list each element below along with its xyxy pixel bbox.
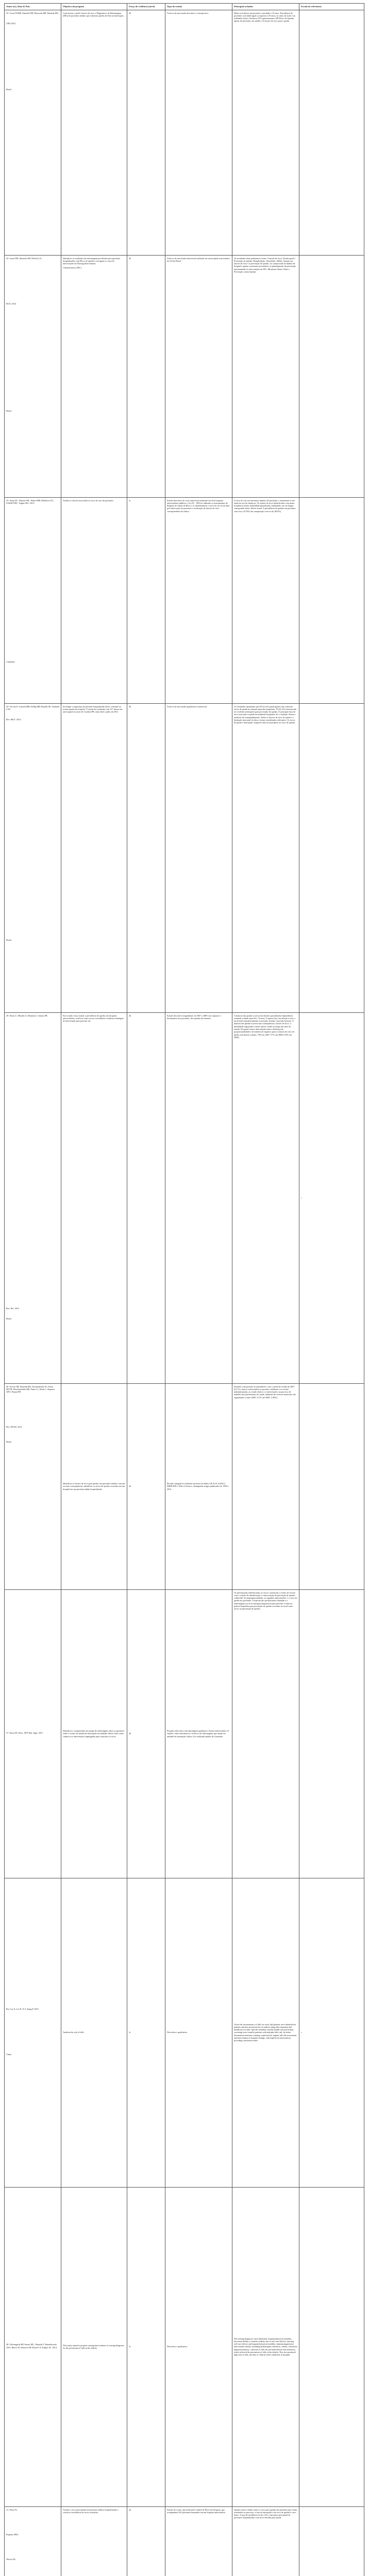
authors-cell xyxy=(5,1878,61,2187)
objective-text: Classifications (NIC). xyxy=(63,266,82,269)
author-line: Olivira NL, xyxy=(6,2558,16,2561)
findings-cell: O risco de cair em um menor número de pacientes, e aumentam-se em razão do uso de fármacos. Os fatores de risco identificados com maior frequência foram: mobilidade prejudicada; morbidade; uso de drogas com grande efeito; déficit visual. A prevalência de quedas em pacientes com risco (31,9%) em comparação com os de (28,9%). xyxy=(232,497,299,703)
type-cell: Descritiva e qualitativa. xyxy=(165,1878,232,2187)
findings-cell: Given the inconsistency of falls on ward, fall patients were identified in patients and also increased use of sedative drugs like insomnia and healthcare for falls. Specific members and the health care prevention, screening were found in patients with multiple falls risk, by better information and more training, requested for regular fall risk assessment and intervention in hospital settings, with high-level interventions providing consistent results. xyxy=(232,1878,299,2187)
authors-cell xyxy=(5,2506,61,2576)
table-row xyxy=(5,1878,364,2187)
author-line: Ru: Lee A, Lee K, Yi J, Kang P. 2015 xyxy=(6,2007,39,2010)
relevance-cell xyxy=(299,2187,364,2506)
relevance-cell xyxy=(299,1383,364,1589)
author-line: 31- Pena TS, xyxy=(6,2508,18,2511)
column-header: Força de evidência (nível) xyxy=(127,4,165,10)
objective-cell: Este estudo visou avaliar a prevalência de quedas em hospitais universitários, verificar como ocorre a incidência e analisar estratégias de intervenção para prevenir tal. xyxy=(61,1012,127,1383)
type-cell: Descritiva e qualitativa. xyxy=(165,2187,232,2506)
author-line: 28- Severo IM, Almeida MA, Kuchenbecker R, Vieira DFVB, Weschenfelder ME, Pinto LC, Klein C, Siqueira APO, Panato BP. xyxy=(6,1385,55,1394)
type-cell: Pesquisa descritiva com abordagem qualitativa. Foram entrevistados 14 sujeitos, entre enfermeiros e técnicos de enfermagem, que atuam na unidade de internação clínica. Foi realizada análise de Conteúdo. xyxy=(165,1589,232,1878)
type-cell: Trata-se de um estudo descritivo e retrospectivo. xyxy=(165,10,232,255)
table-row xyxy=(5,2506,364,2576)
authors-cell xyxy=(5,1589,61,1878)
relevance-cell xyxy=(299,703,364,1012)
authors-cell xyxy=(5,2187,61,2506)
level-cell: 2b xyxy=(127,2506,165,2576)
relevance-mark: c xyxy=(301,1196,302,1199)
type-cell: Trata-se de um estudo quantitativo transversal. xyxy=(165,703,232,1012)
table-row xyxy=(5,703,364,1012)
document-page xyxy=(4,3,364,2576)
table-row xyxy=(5,10,364,255)
author-line: China xyxy=(6,2053,12,2056)
author-line: Pequeno FRS, xyxy=(6,2533,19,2536)
author-line: Brasil xyxy=(6,1440,12,1443)
relevance-mark: c xyxy=(301,2031,302,2034)
objective-cell: Identificar a compreensão da equipe de enfermagem sobre os pacientes sobre o evento de quedas de internação em unidade clínica, bem como conhecer as intervenções empregadas para controlar os riscos. xyxy=(61,1589,127,1878)
level-cell: 2b xyxy=(127,1383,165,1589)
author-line: Brasil xyxy=(6,939,12,942)
authors-cell xyxy=(5,497,61,703)
author-line: 38- Valsrangiola RP, Santos MC, Almeida T, Haneshwardt ASA, Barros EJ, Bezerra AB, Brazil CA, Kuiper SL. 2014. xyxy=(6,2343,57,2349)
author-line: Brasil xyxy=(6,1317,12,1320)
relevance-cell xyxy=(299,497,364,703)
relevance-cell xyxy=(299,10,364,255)
type-cell: Revisão integrativa realizada nas bases de dados LILACS, SciELO, MEDLINE e Web of Science, abrangendo artigos publicados de 1990 a 2012. xyxy=(165,1383,232,1589)
table-row xyxy=(5,1589,364,1878)
type-cell: Estudo de coorte, aprovado pelo Comitê de Ética em Pesquisa, que acompanhou 832 pacientes internados em um hospital universitário. xyxy=(165,2506,232,2576)
author-line: 29- Abreu C, Mendes A, Monteiro J, Santos FR. xyxy=(6,1014,48,1017)
level-cell: 2c xyxy=(127,1878,165,2187)
relevance-cell xyxy=(299,255,364,497)
author-line: 35- Costa NAMF, Almeida DB, Messerali MP, Almeida MA. xyxy=(6,11,59,14)
author-line: Rev. MGT. 2014 xyxy=(6,718,21,721)
authors-cell xyxy=(5,1012,61,1383)
author-line: RGO. 2014 xyxy=(6,302,16,305)
level-cell: 2b xyxy=(127,255,165,497)
author-line: 27- Paiva EF, Silva. APP. Mai. Appl. 2015 xyxy=(6,1731,43,1734)
level-cell: 2b xyxy=(127,10,165,255)
objective-cell: Avaliar o risco para quedas de pacientes adultos hospitalizados e verificar a incidência de riscos assistidos. xyxy=(61,2506,127,2576)
relevance-cell xyxy=(299,1589,364,1878)
author-line: Rev. Enf. 2012 xyxy=(6,1307,20,1310)
column-header: Escala de relevância xyxy=(299,4,364,10)
author-line: 32- Luzia PM, Almeida AM, Pelisoli LA. xyxy=(6,257,42,260)
column-header: Autor (es), Data & País xyxy=(5,4,61,10)
level-cell: 2c xyxy=(127,497,165,703)
author-line: Rev. HUAE. 2014 xyxy=(6,1426,22,1429)
table-header-row xyxy=(5,4,364,10)
table-row xyxy=(5,497,364,703)
objective-cell xyxy=(61,255,127,497)
authors-cell xyxy=(5,255,61,497)
level-cell: 2c xyxy=(127,2187,165,2506)
evidence-table xyxy=(4,3,364,2576)
table-row xyxy=(5,2187,364,2506)
column-header: Tipo do estudo xyxy=(165,4,232,10)
relevance-cell xyxy=(299,1012,364,1383)
author-line: CBO 2015. xyxy=(6,22,16,25)
findings-cell: Os profissionais identificaram os riscos e notificam o evento de acordo com o critério de identificação e a intervenção de prevenção de quedas conhecida. Se empregam também, as seguintes intervenções: e o risco de queda nos pacientes. A maioria dos profissionais relataram e a enfermagem usa as tecnologias disponíveis para prevenir e tratar na prática hospitalar para prevenção de quedas ocorridas no local como riscos na prevenção de quedas. xyxy=(232,1589,299,1878)
objective-text: Identificar os resultados de enfermagem percebidos para pacientes hospitalizados com Risco de quedas e averiguar os casos de intervenções da Nursing Interventions xyxy=(63,257,121,265)
author-line: Brasil xyxy=(6,88,12,91)
type-cell: Estudo descritivo longitudinal, de 2007 a 2009 com registros e documentos dos pacientes, dos quedas dos doentes. xyxy=(165,1012,232,1383)
objective-cell: Investigar a segurança do paciente hospitalizado idoso, referente ao evento queda em hospital. O estudo foi realizado com 127 idosos em um hospital no norte de Curitiba-PR, entre abril a julho de 2013. xyxy=(61,703,127,1012)
table-row xyxy=(5,1012,364,1383)
findings-cell: A maioria das quedas ocorreu em doentes parcialmente dependentes, variando a idade entre 64 e 74 anos; O quarto (hs), em relação a essa, o local onde majoritariamente ocorreram; durante o período noturno. A maioria das quedas ocorreu sem consequências; fatores de risco: a mobilidade registrada e outros fatores sendo ao longo dos anos do estudo. Em geral, houve uma relação entre a diferença de proporcionalidade e de número de registros para os fatores de risco de queda, (de janeiro a junho, 70% em 2007; 57% em 2008 e 63% em 2009). xyxy=(232,1012,299,1383)
column-header: Objetivo da pesquisa xyxy=(61,4,127,10)
author-line: Colombia xyxy=(6,660,15,664)
level-cell: 2b xyxy=(127,1012,165,1383)
table-row xyxy=(5,255,364,497)
findings-cell: Os resultados mais pertinentes foram: Controle de risco, Estado geral e Prevenção de quedas; Deambulação, Ansiedade e Medo. Quanto aos fatores de risco e a prevenção de quedas, foi comprovada no âmbito de hospital e quanto a pacientes prioritários ao planejamento da prevenção, representando as intervenções da NIC: Monitorar Sinais Vitais e Prevenção contra Quedas. xyxy=(232,255,299,497)
objective-cell: Caracterizar o perfil, fatores de risco e Diagnóstico de Enfermagem (DEs) de pacientes adultos que sofreram quedas de leito na internação. xyxy=(61,10,127,255)
relevance-cell xyxy=(299,2506,364,2576)
findings-cell: Os resultados apontaram que 60 (31,2%) participantes não sofreram riscos de queda na situação após alta hospitalar; 70 (61,2%) referem não ter recebido orientações para prevenção de quedas. O principal fator de risco associado à queda em ambiente hospitalar foi a condição clínica e ausência de acompanhamento. Todos os fatores de risco de queda e a limitação funcional do idoso, foram considerados relevantes. Os riscos de queda e internação, hospital como local propício ao risco de quedas. xyxy=(232,703,299,1012)
author-line: Brasil xyxy=(6,410,12,413)
findings-cell: Entende a um período recomendável e com o perfil do estudo de 2007 (0,5 %); fatores relacionados ao paciente, ambiente e ao evento (administração), ao estado clínico e a intervenções ou processo de trabalho dos profissionais de saúde, ambiente de recursos materiais, são organizados a entre (2007, 0,7% até 2009, 1,09%). xyxy=(232,1383,299,1589)
relevance-cell xyxy=(299,1878,364,2187)
column-header: Principais achados xyxy=(232,4,299,10)
author-line: 34- Vaccari E, Lenardt MH, Willig MH, Betiolli SE, Andrade LAS. xyxy=(6,705,59,710)
type-cell: Estudo descritivo de corte transversal realizado em dois hospitais universitários públicos. (A n 81 - 190) foi utilizado os instrumentos de Registro de Sinais de Risco e os determinantes e risco de cair no de uma pré-observação de pacientes e verificação de fatores de risco correspondente da clínica. xyxy=(165,497,232,703)
author-line: 33- Szuty KC, Miyaoe ML, Nahas MM, Medeiros OG, ZAKKI FDC, Vaghn OSL, 2015. xyxy=(6,499,54,504)
authors-cell xyxy=(5,10,61,255)
table-row xyxy=(5,1383,364,1589)
objective-cell: Identificar os fatores de risco para quedas em pacientes adultos com um ou mais consequências, identificar os riscos de quedas ocorridas em um hospital em um paciente adulto hospitalizado. xyxy=(61,1383,127,1589)
findings-cell: The nursing diagnoses most identified: impaired physical mobility, decreased ability to transfer (elderly due to self care deficit), showing self-care deficit, and impaired physical mobility; immunosuppressive intervention (frailty, including hydrazepam confusion, chronic confusion; impaired memory; cohesion of fall risk and intervention risk indicators, which affected the prevention of falls of the elderly. This also produced high risk of falls, the time of clinical relief conditions in hospital. xyxy=(232,2187,299,2506)
type-cell: Trata-se de um estudo transversal realizado em um hospital universitário do Sul do Brasil. xyxy=(165,255,232,497)
level-cell: 2b xyxy=(127,703,165,1012)
findings-cell: Quanto maior a idade, maior o risco para quedas em pacientes que foram orientados no processo, a fase de internação e de risco de quedas e risco baixo. A taxa de incidência foi de 1,3% e um maior percentual de pacientes hospitalizados com risco elevado para queda. xyxy=(232,2506,299,2576)
level-cell: 2b xyxy=(127,1589,165,1878)
objective-cell: This study aimed to propose nursing interventions of nursing diagnosis for the prevention of falls in the elderly. xyxy=(61,2187,127,2506)
authors-cell xyxy=(5,1383,61,1589)
authors-cell xyxy=(5,703,61,1012)
objective-cell: Avaliar os fatores associados ao risco de cair em pacientes. xyxy=(61,497,127,703)
findings-cell: Maior ocorrência em pacientes com idade ≥ 65 anos. Prevalência de pacientes com idade igual ou superior a 65 anos, no turno da noite e na realidade clínica. Ausência 53% apresentaram o DE Risco de Quedas, apesar de presentes, em média, 1,6 fatores de risco para a queda. xyxy=(232,10,299,255)
objective-cell: Analisar the risk of falls. xyxy=(61,1878,127,2187)
